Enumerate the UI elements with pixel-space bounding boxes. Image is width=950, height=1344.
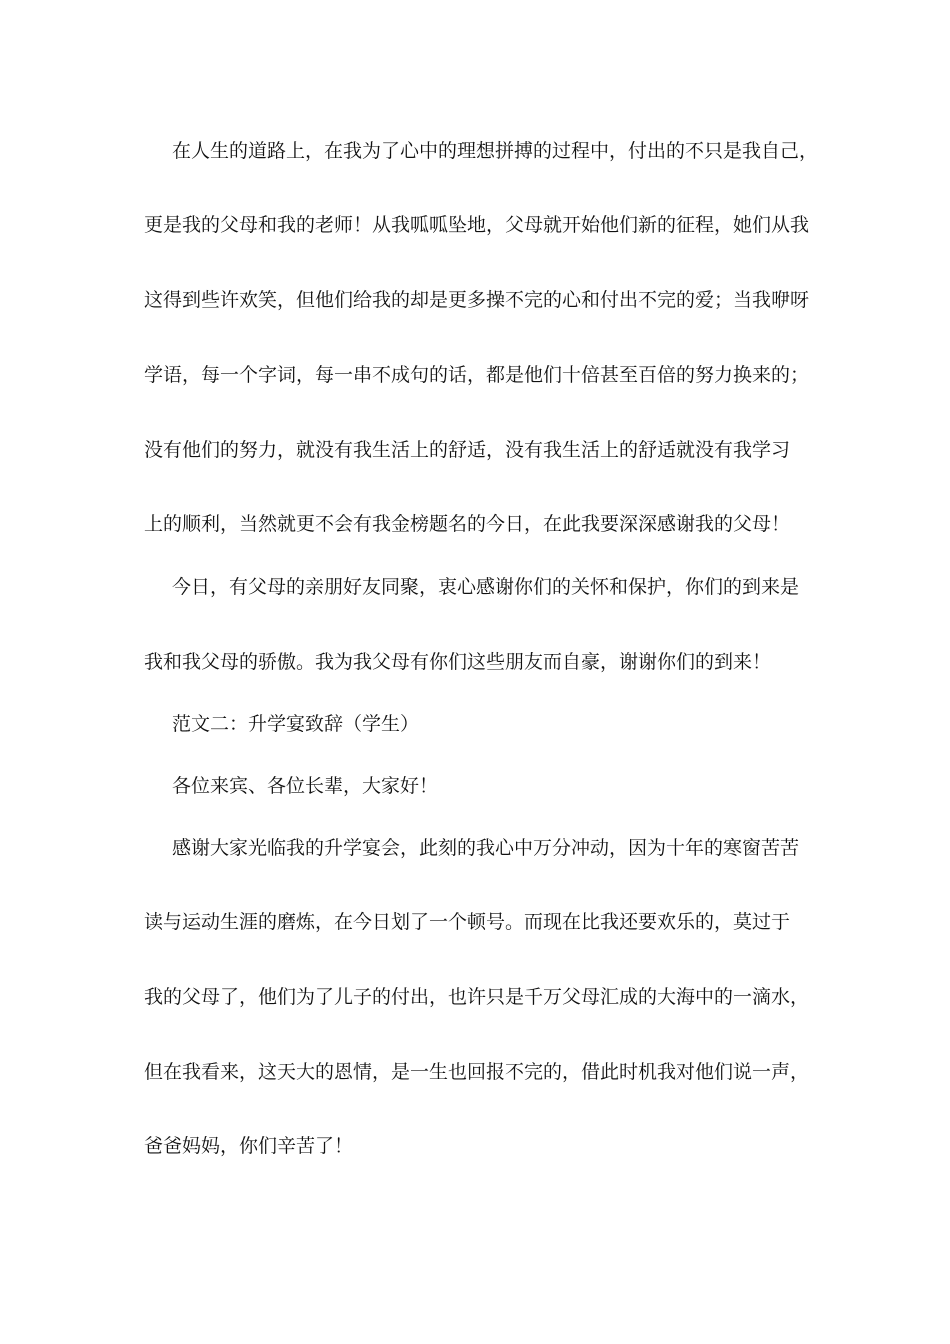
paragraph-line: 学语，每一个字词，每一串不成句的话，都是他们十倍甚至百倍的努力换来的； [144,364,810,386]
section-heading: 范文二：升学宴致辞（学生） [172,713,420,735]
greeting-line: 各位来宾、各位长辈，大家好！ [172,775,439,797]
paragraph-line: 在人生的道路上，在我为了心中的理想拼搏的过程中，付出的不只是我自己， [172,140,819,162]
paragraph-line: 没有他们的努力，就没有我生活上的舒适，没有我生活上的舒适就没有我学习 [144,439,791,461]
paragraph-line: 读与运动生涯的磨炼，在今日划了一个顿号。而现在比我还要欢乐的，莫过于 [144,911,791,933]
paragraph-line: 但在我看来，这天大的恩情，是一生也回报不完的，借此时机我对他们说一声， [144,1061,810,1083]
paragraph-line: 我的父母了，他们为了儿子的付出，也许只是千万父母汇成的大海中的一滴水， [144,986,810,1008]
paragraph-line: 爸爸妈妈，你们辛苦了！ [144,1135,354,1157]
paragraph-line: 上的顺利，当然就更不会有我金榜题名的今日，在此我要深深感谢我的父母！ [144,513,791,535]
paragraph-line: 更是我的父母和我的老师！从我呱呱坠地，父母就开始他们新的征程，她们从我 [144,214,810,236]
paragraph-line: 感谢大家光临我的升学宴会，此刻的我心中万分冲动，因为十年的寒窗苦苦 [172,837,800,859]
paragraph-line: 今日，有父母的亲朋好友同聚，衷心感谢你们的关怀和保护，你们的到来是 [172,576,800,598]
paragraph-line: 这得到些许欢笑，但他们给我的却是更多操不完的心和付出不完的爱；当我咿呀 [144,289,810,311]
paragraph-line: 我和我父母的骄傲。我为我父母有你们这些朋友而自豪，谢谢你们的到来！ [144,651,772,673]
